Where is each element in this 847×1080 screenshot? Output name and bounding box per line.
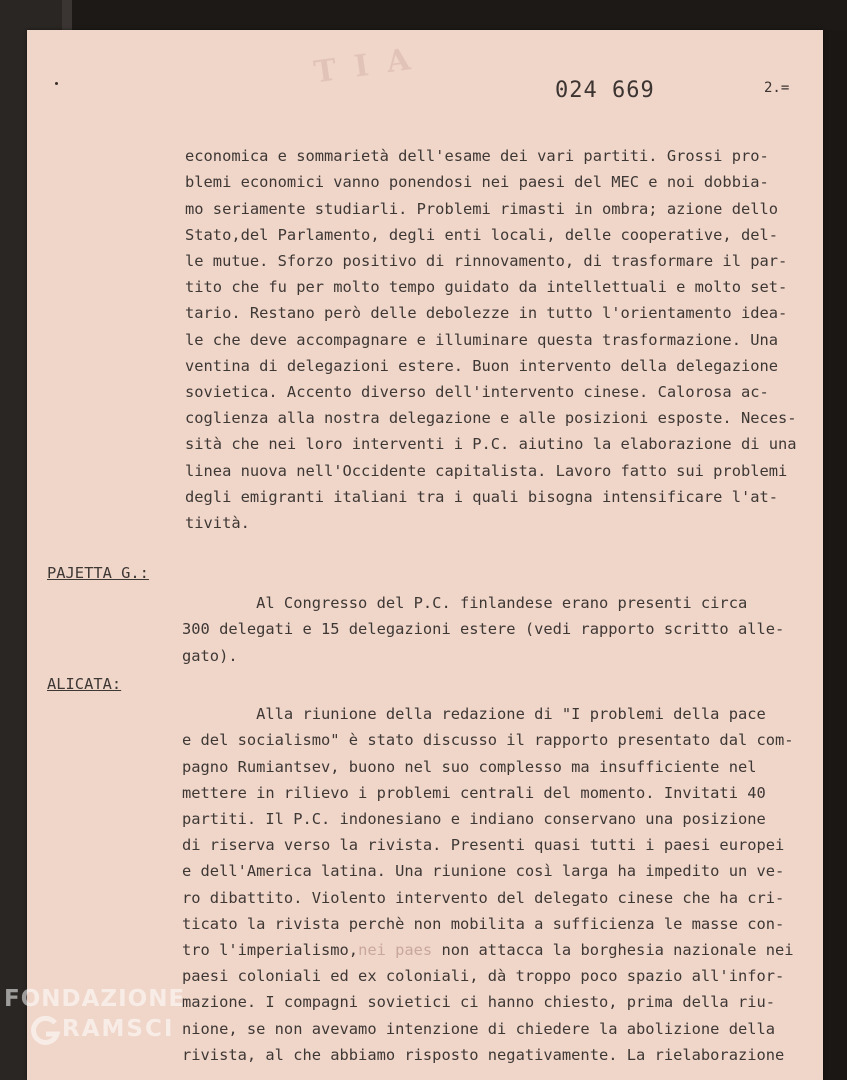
pajetta-paragraph xyxy=(182,564,822,669)
text-line: coglienza alla nostra delegazione e alle posizioni esposte. Neces- xyxy=(185,409,797,428)
text-line: di riserva verso la rivista. Presenti quasi tutti i paesi europei xyxy=(182,836,785,855)
text-line: partiti. Il P.C. indonesiano e indiano conservano una posizione xyxy=(182,810,766,829)
text-line: mazione. I compagni sovietici ci hanno chiesto, prima della riu- xyxy=(182,993,776,1012)
text-line: sovietica. Accento diverso dell'intervento cinese. Calorosa ac- xyxy=(185,383,769,402)
text-line: linea nuova nell'Occidente capitalista. Lavoro fatto sui problemi xyxy=(185,461,788,480)
text-line: mo seriamente studiarli. Problemi rimasti in ombra; azione dello xyxy=(185,199,779,218)
text-line: Alla riunione della redazione di "I problemi della pace xyxy=(182,705,766,724)
text-line: Stato,del Parlamento, degli enti locali, delle cooperative, del- xyxy=(185,225,779,244)
text-line: tario. Restano però delle debolezze in tutto l'orientamento idea- xyxy=(185,304,788,323)
text-line: le mutue. Sforzo positivo di rinnovamento, di trasformare il par- xyxy=(185,252,788,271)
page-number: 2.= xyxy=(764,80,790,96)
document-number: 024 669 xyxy=(555,78,655,103)
text-line: le che deve accompagnare e illuminare questa trasformazione. Una xyxy=(185,330,779,349)
text-line: rivista, al che abbiamo risposto negativamente. La rielaborazione xyxy=(182,1045,785,1064)
binder-edge xyxy=(62,0,72,30)
faint-stamp: T I A xyxy=(311,41,417,91)
text-line: ro dibattito. Violento intervento del delegato cinese che ha cri- xyxy=(182,888,785,907)
text-line: tività. xyxy=(185,514,250,533)
text-line: Al Congresso del P.C. finlandese erano presenti circa xyxy=(182,594,748,613)
struck-text: nei paes xyxy=(358,941,433,960)
text-line: economica e sommarietà dell'esame dei vari partiti. Grossi pro- xyxy=(185,147,769,166)
text-line: mettere in rilievo i problemi centrali del momento. Invitati 40 xyxy=(182,783,766,802)
text-line: ventina di delegazioni estere. Buon intervento della delegazione xyxy=(185,356,779,375)
text-line: e dell'America latina. Una riunione così larga ha impedito un ve- xyxy=(182,862,785,881)
text-line: paesi coloniali ed ex coloniali, dà troppo poco spazio all'infor- xyxy=(182,967,785,986)
document-page xyxy=(27,30,823,1080)
alicata-paragraph xyxy=(182,675,822,1068)
intro-paragraph xyxy=(185,117,819,536)
text-line: ticato la rivista perchè non mobilita a sufficienza le masse con- xyxy=(182,914,785,933)
text-line: pagno Rumiantsev, buono nel suo complesso ma insufficiente nel xyxy=(182,757,757,776)
speaker-alicata: ALICATA: xyxy=(47,675,122,693)
margin-dot xyxy=(55,82,58,85)
text-line: sità che nei loro interventi i P.C. aiutino la elaborazione di una xyxy=(185,435,797,454)
text-line: gato). xyxy=(182,646,238,665)
scan-top-border xyxy=(0,0,847,30)
logo-text-top: FONDAZIONE xyxy=(4,986,186,1012)
logo-text-bottom: RAMSCI xyxy=(62,1016,175,1042)
speaker-pajetta: PAJETTA G.: xyxy=(47,564,149,582)
text-line: 300 delegati e 15 delegazioni estere (vedi rapporto scritto alle- xyxy=(182,620,785,639)
text-line: e del socialismo" è stato discusso il rapporto presentato dal com- xyxy=(182,731,794,750)
text-line: blemi economici vanno ponendosi nei paesi del MEC e noi dobbia- xyxy=(185,173,769,192)
text-line: non attacca la borghesia nazionale nei xyxy=(432,941,794,960)
text-line: tito che fu per molto tempo guidato da intellettuali e molto set- xyxy=(185,278,788,297)
text-line: degli emigranti italiani tra i quali bisogna intensificare l'at- xyxy=(185,487,779,506)
text-line: nione, se non avevamo intenzione di chiedere la abolizione della xyxy=(182,1019,776,1038)
text-line: tro l'imperialismo, xyxy=(182,941,359,960)
